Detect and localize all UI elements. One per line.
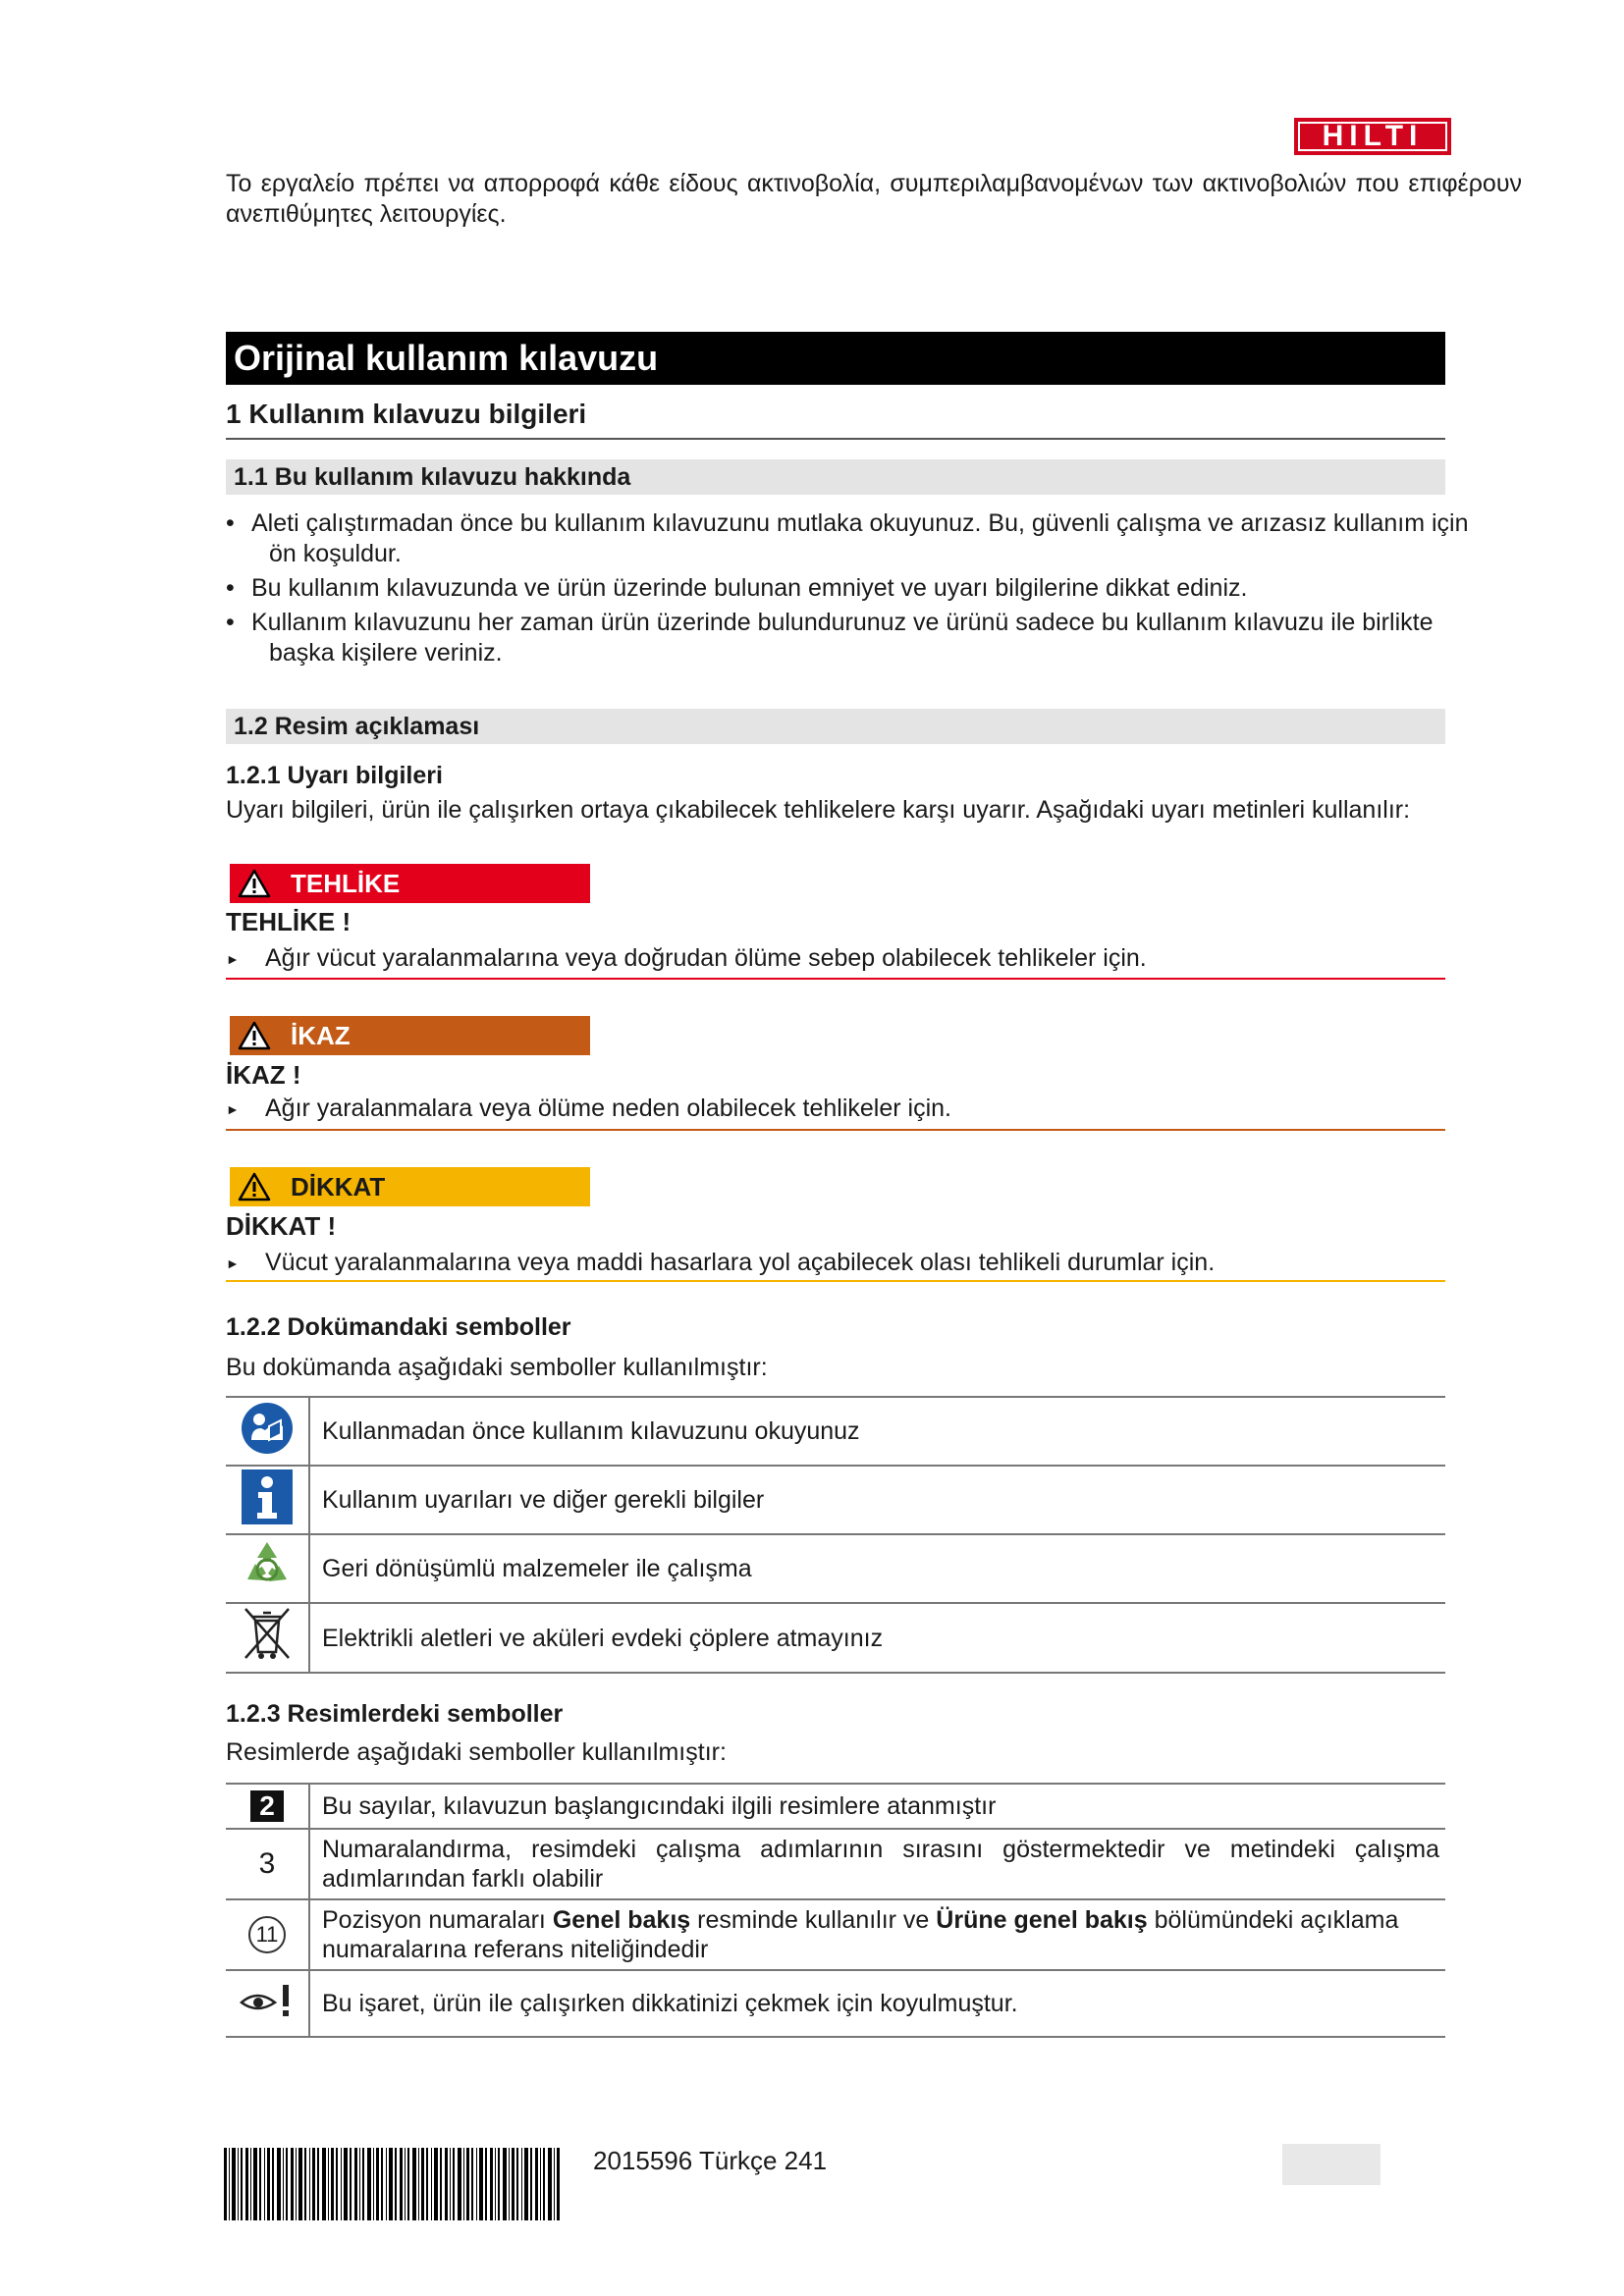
section-1-heading: 1 Kullanım kılavuzu bilgileri bbox=[226, 399, 1445, 440]
warning-banner bbox=[230, 1016, 590, 1055]
table-row bbox=[226, 1534, 1445, 1603]
symbol-description: Bu sayılar, kılavuzun başlangıcındaki ilgili resimlere atanmıştır bbox=[309, 1784, 1445, 1829]
symbol-description: Elektrikli aletleri ve aküleri evdeki çöplere atmayınız bbox=[309, 1603, 1445, 1673]
doc-symbols-table bbox=[226, 1396, 1445, 1674]
footer-text: 2015596 Türkçe 241 bbox=[593, 2146, 828, 2175]
danger-divider bbox=[226, 978, 1445, 980]
doc-symbols-intro: Bu dokümanda aşağıdaki semboller kullanılmıştır: bbox=[226, 1354, 768, 1381]
warning-divider bbox=[226, 1129, 1445, 1131]
table-row bbox=[226, 1603, 1445, 1673]
warning-triangle-icon bbox=[238, 869, 271, 898]
section-1-2-1-heading: 1.2.1 Uyarı bilgileri bbox=[226, 762, 443, 789]
step-number-symbol: 3 bbox=[258, 1847, 276, 1880]
caution-banner bbox=[230, 1167, 590, 1206]
recycle-icon bbox=[240, 1538, 295, 1593]
section-1-2-2-heading: 1.2.2 Dokümandaki semboller bbox=[226, 1313, 571, 1341]
section-1-2-3-heading: 1.2.3 Resimlerdeki semboller bbox=[226, 1700, 564, 1728]
list-item: • Bu kullanım kılavuzunda ve ürün üzerinde bulunan emniyet ve uyarı bilgilerine dikkat ediniz. bbox=[226, 573, 1492, 604]
section-1-1-heading: 1.1 Bu kullanım kılavuzu hakkında bbox=[226, 459, 1445, 495]
table-row bbox=[226, 1899, 1445, 1970]
table-row bbox=[226, 1970, 1445, 2037]
warning-text-line bbox=[226, 1095, 951, 1123]
table-row bbox=[226, 1784, 1445, 1829]
symbol-description: Geri dönüşümlü malzemeler ile çalışma bbox=[309, 1534, 1445, 1603]
warning-text: Ağır yaralanmalara veya ölüme neden olabilecek tehlikeler için. bbox=[265, 1095, 951, 1122]
symbol-description: Pozisyon numaraları Genel bakış resminde kullanılır ve Ürüne genel bakış bölümündeki açıklama numaralarına referans niteliğindedir bbox=[309, 1899, 1445, 1970]
page-title: Orijinal kullanım kılavuzu bbox=[226, 332, 1445, 385]
figure-number-symbol: 2 bbox=[250, 1790, 284, 1822]
symbol-description: Bu işaret, ürün ile çalışırken dikkatinizi çekmek için koyulmuştur. bbox=[309, 1970, 1445, 2037]
attention-eye-icon bbox=[238, 1983, 297, 2018]
info-icon bbox=[242, 1469, 293, 1524]
read-manual-icon bbox=[240, 1401, 295, 1456]
caution-label: DİKKAT bbox=[291, 1171, 386, 1201]
caution-text-line bbox=[226, 1249, 1215, 1277]
figure-symbols-table bbox=[226, 1783, 1445, 2038]
barcode bbox=[224, 2148, 562, 2220]
arrow-icon: ► bbox=[226, 951, 240, 968]
symbol-description: Kullanmadan önce kullanım kılavuzunu okuyunuz bbox=[309, 1397, 1445, 1466]
position-number-symbol: 11 bbox=[248, 1916, 286, 1953]
symbol-description: Numaralandırma, resimdeki çalışma adımlarının sırasını göstermektedir ve metindeki çalışma adımlarından farklı olabilir bbox=[309, 1829, 1445, 1899]
caution-text: Vücut yaralanmalarına veya maddi hasarlara yol açabilecek olası tehlikeli durumlar için. bbox=[265, 1249, 1216, 1276]
footer-gray-box bbox=[1282, 2144, 1380, 2185]
figure-symbols-intro: Resimlerde aşağıdaki semboller kullanılmıştır: bbox=[226, 1738, 727, 1766]
warning-intro: Uyarı bilgileri, ürün ile çalışırken ortaya çıkabilecek tehlikelere karşı uyarır. Aşağıdaki uyarı metinleri kullanılır: bbox=[226, 796, 1411, 824]
caution-signal: DİKKAT ! bbox=[226, 1211, 337, 1241]
greek-paragraph: Το εργαλείο πρέπει να απορροφά κάθε είδους ακτινοβολία, συμπεριλαμβανομένων των ακτινοβολιών που επιφέρουν ανεπιθύμητες λειτουργίες. bbox=[226, 170, 1522, 228]
danger-text-line bbox=[226, 944, 1147, 973]
section-1-2-heading: 1.2 Resim açıklaması bbox=[226, 709, 1445, 744]
arrow-icon: ► bbox=[226, 1101, 240, 1118]
list-item: • Aleti çalıştırmadan önce bu kullanım kılavuzunu mutlaka okuyunuz. Bu, güvenli çalışma ve arızasız kullanım için ön koşuldur. bbox=[226, 508, 1492, 569]
table-row bbox=[226, 1466, 1445, 1534]
crossed-bin-icon bbox=[240, 1605, 295, 1664]
danger-signal: TEHLİKE ! bbox=[226, 907, 352, 936]
list-item: • Kullanım kılavuzunu her zaman ürün üzerinde bulundurunuz ve ürünü sadece bu kullanım kılavuzu ile birlikte başka kişilere veriniz. bbox=[226, 608, 1492, 668]
arrow-icon: ► bbox=[226, 1255, 240, 1272]
table-row bbox=[226, 1829, 1445, 1899]
table-row bbox=[226, 1397, 1445, 1466]
warning-signal: İKAZ ! bbox=[226, 1060, 301, 1090]
warning-triangle-icon bbox=[238, 1021, 271, 1050]
warning-label: İKAZ bbox=[291, 1020, 351, 1050]
about-manual-list bbox=[226, 508, 1492, 672]
hilti-logo: HILTI bbox=[1294, 118, 1451, 155]
caution-divider bbox=[226, 1280, 1445, 1282]
danger-label: TEHLİKE bbox=[291, 868, 401, 898]
danger-banner bbox=[230, 864, 590, 903]
warning-triangle-icon bbox=[238, 1172, 271, 1201]
barcode-image bbox=[224, 2148, 562, 2220]
danger-text: Ağır vücut yaralanmalarına veya doğrudan ölüme sebep olabilecek tehlikeler için. bbox=[265, 944, 1147, 972]
symbol-description: Kullanım uyarıları ve diğer gerekli bilgiler bbox=[309, 1466, 1445, 1534]
